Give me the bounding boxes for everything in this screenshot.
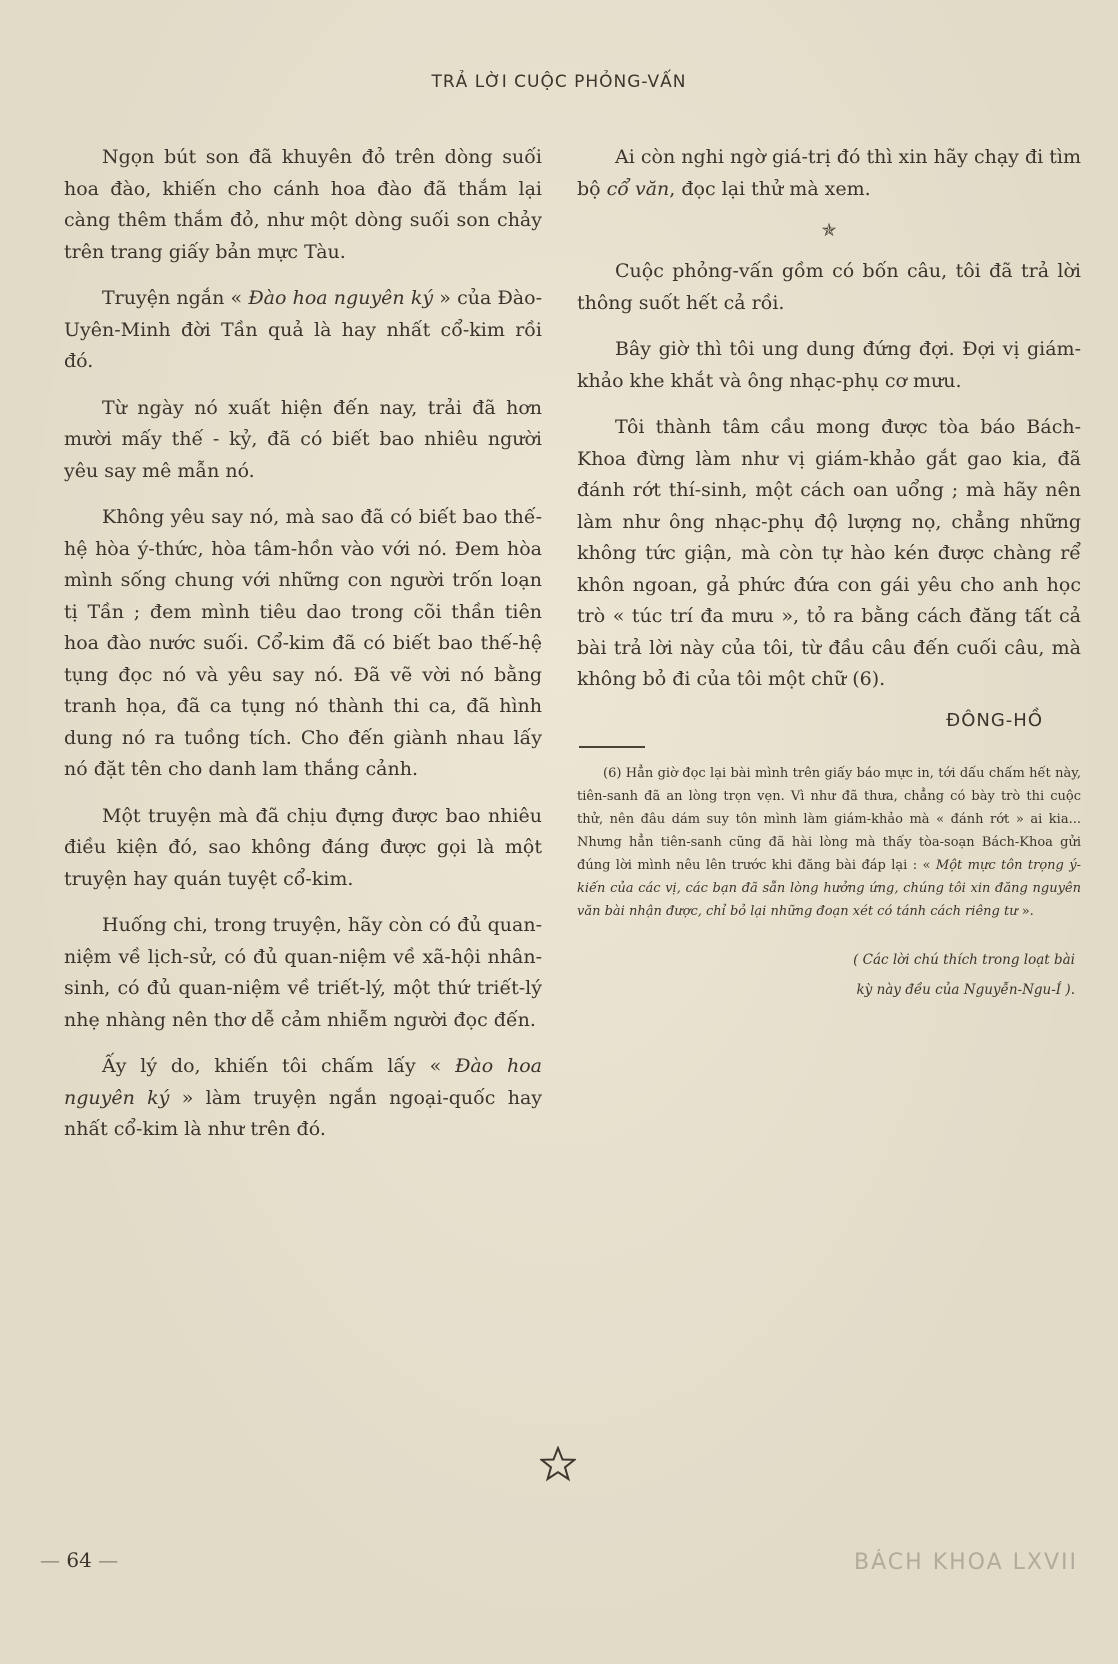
running-title: TRẢ LỜI CUỘC PHỎNG-VẤN (431, 72, 687, 92)
notes-credit: ( Các lời chú thích trong loạt bài kỳ này đều của Nguyễn-Ngu-Í ). (853, 952, 1075, 998)
paragraph: Từ ngày nó xuất hiện đến nay, trải đã hơn mười mấy thế - kỷ, đã có biết bao nhiêu người yêu say mê mẫn nó. (64, 396, 542, 482)
left-column (64, 142, 542, 1161)
story-title: Đào hoa nguyên ký (248, 287, 434, 309)
paragraph: Không yêu say nó, mà sao đã có biết bao thế-hệ hòa ý-thức, hòa tâm-hồn vào với nó. Đem hòa mình sống chung với những con người trốn loạn tị Tần ; đem mình tiêu dao trong cõi thần tiên hoa đào nước suối. Cổ-kim đã có biết bao thế-hệ tụng đọc nó và yêu say nó. Đã vẽ vời nó bằng tranh họa, đã ca tụng nó thành thi ca, đã hình dung nó ra tuồng tích. Cho đến giành nhau lấy nó đặt tên cho danh lam thắng cảnh. (64, 506, 542, 780)
paragraph: Ai còn nghi ngờ giá-trị đó thì xin hãy chạy đi tìm bộ cổ văn, đọc lại thử mà xem. (577, 146, 1081, 200)
paragraph: Ngọn bút son đã khuyên đỏ trên dòng suối hoa đào, khiến cho cánh hoa đào đã thắm lại càng thêm thắm đỏ, như một dòng suối son chảy trên trang giấy bản mực Tàu. (64, 146, 542, 263)
paragraph: Một truyện mà đã chịu đựng được bao nhiêu điều kiện đó, sao không đáng được gọi là một truyện hay quán tuyệt cổ-kim. (64, 804, 542, 890)
paragraph: Ấy lý do, khiến tôi chấm lấy « Đào hoa nguyên ký » làm truyện ngắn ngoại-quốc hay nhất cổ-kim là như trên đó. (64, 1055, 543, 1140)
author-signature: ĐÔNG-HỒ (946, 709, 1043, 731)
paragraph: Bây giờ thì tôi ung dung đứng đợi. Đợi vị giám-khảo khe khắt và ông nhạc-phụ cơ mưu. (577, 338, 1081, 392)
page-number: — 64 — (40, 1548, 119, 1572)
paragraph: Huống chi, trong truyện, hãy còn có đủ quan-niệm về lịch-sử, có đủ quan-niệm về xã-hội nhân-sinh, có đủ quan-niệm về triết-lý, một thứ triết-lý nhẹ nhàng nên thơ dễ cảm nhiễm người đọc đến. (64, 914, 542, 1031)
magazine-name: BÁCH KHOA LXVII (854, 1550, 1078, 1575)
story-title: Đào hoa nguyên ký (64, 1055, 542, 1109)
section-ornament: ✯ (821, 220, 837, 241)
right-column (577, 142, 1081, 1005)
paragraph: Tôi thành tâm cầu mong được tòa báo Bách-Khoa đừng làm như vị giám-khảo gắt gao kia, đã đánh rớt thí-sinh, một cách oan uổng ; mà hãy nên làm như ông nhạc-phụ độ lượng nọ, chẳng những không tức giận, mà còn tự hào kén được chàng rể khôn ngoan, gả phức đứa con gái yêu cho anh học trò « túc trí đa mưu », tỏ ra bằng cách đăng tất cả bài trả lời này của tôi, từ đầu câu đến cuối câu, mà không bỏ đi của tôi một chữ (6). (577, 416, 1081, 690)
paragraph: Cuộc phỏng-vấn gồm có bốn câu, tôi đã trả lời thông suốt hết cả rồi. (577, 260, 1081, 314)
footnote-divider (579, 746, 645, 748)
footnote: (6) Hẳn giờ đọc lại bài mình trên giấy báo mực in, tới dấu chấm hết này, tiên-sanh đã an lòng trọn vẹn. Vì như đã thưa, chẳng có bày trò thi cuộc thử, nên đâu dám suy tôn mình làm giám-khảo mà « đánh rớt » ai kia... Nhưng hẳn tiên-sanh cũng đã hài lòng mà thấy tòa-soạn Bách-Khoa gửi đúng lời mình nêu lên trước khi đăng bài đáp lại : « Một mực tôn trọng ý-kiến của các vị, các bạn đã sẵn lòng hưởng ứng, chúng tôi xin đăng nguyên văn bài nhận được, chỉ bỏ lại những đoạn xét có tánh cách riêng tư ». (577, 766, 1081, 919)
book-title: cổ văn (606, 177, 670, 200)
star-outline-icon (540, 1446, 576, 1482)
paragraph: Truyện ngắn « Đào hoa nguyên ký » của Đào-Uyên-Minh đời Tần quả là hay nhất cổ-kim rồi đó. (64, 287, 542, 372)
footnote-quote: Một mực tôn trọng ý-kiến của các vị, các bạn đã sẵn lòng hưởng ứng, chúng tôi xin đăng nguyên văn bài nhận được, chỉ bỏ lại những đoạn xét có tánh cách riêng tư (577, 858, 1081, 919)
